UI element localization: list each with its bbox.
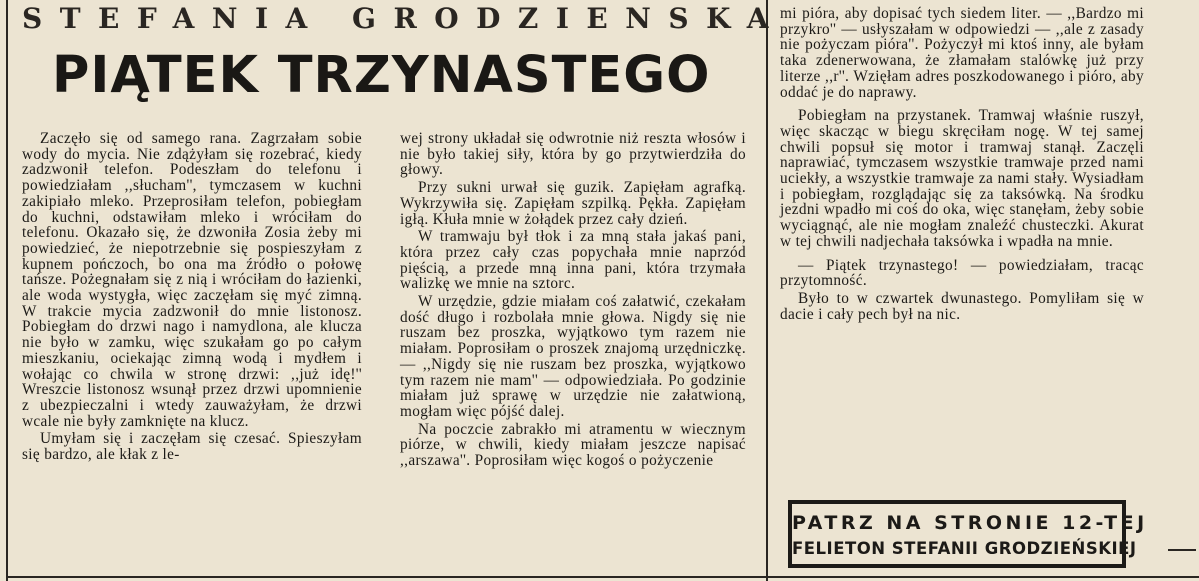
text-column-3 xyxy=(780,6,1144,322)
column-divider-rule xyxy=(766,0,768,581)
paragraph: Pobiegłam na przystanek. Tramwaj właśnie ruszył, więc skacząc w biegu skręciłam nogę. W tej samej chwili popsuł się motor i tramwaj stanął. Zaczęli naprawiać, tymczasem wszystkie tramwaje przed nami uciekły, a wszystkie tramwaje za nami stały. Wysiadłam i pobiegłam, rozglądając się za taksówką. Na środku jezdni wpadło mi coś do oka, więc stanęłam, żeby sobie wyciągnąć, ale nie mogłam znaleźć chusteczki. Akurat w tej chwili nadjechała taksówka i wpadła na mnie. xyxy=(780,107,1144,250)
paragraph: Było to w czwartek dwunastego. Pomyliłam się w dacie i cały pech był na nic. xyxy=(780,289,1144,323)
continuation-notice-box xyxy=(788,500,1148,568)
paragraph: wej strony układał się odwrotnie niż reszta włosów i nie było takiej siły, która by go przytwierdziła do głowy. xyxy=(400,130,746,179)
author-name: STEFANIA GRODZIENSKA xyxy=(22,2,786,35)
paragraph: — Piątek trzynastego! — powiedziałam, tracąc przytomność. xyxy=(780,256,1144,290)
paragraph: Przy sukni urwał się guzik. Zapięłam agrafką. Wykrzywiła się. Zapięłam szpilką. Pękła. Zapięłam igłą. Kłuła mnie w żołądek przez cały dzień. xyxy=(400,179,746,228)
paragraph: W urzędzie, gdzie miałam coś załatwić, czekałam dość długo i rozbolała mnie głowa. Nigdy się nie ruszam bez proszka, wyjątkowo tym razem nie miałam. Poprosiłam o proszek znajomą urzędniczkę. — ,,Nigdy się nie ruszam bez proszka, wyjątkowo tym razem nie mam'' — odpowiedziała. Po godzinie miałam już sprawę w urzędzie nie załatwioną, mogłam więc pójść dalej. xyxy=(400,293,746,420)
bottom-border-rule xyxy=(6,576,1199,578)
paragraph: Na poczcie zabrakło mi atramentu w wiecznym piórze, w chwili, kiedy miałam jeszcze napisać ,,arszawa''. Poprosiłam więc kogoś o pożyczenie xyxy=(400,420,746,470)
article-title: PIĄTEK TRZYNASTEGO xyxy=(52,46,711,105)
paragraph: W tramwaju był tłok i za mną stała jakaś pani, która przez cały czas popychała mnie naprzód pięścią, a przede mną inna pani, która trzymała walizkę we mnie na sztorc. xyxy=(400,228,746,293)
text-column-1 xyxy=(22,131,362,463)
paragraph: mi pióra, aby dopisać tych siedem liter. — ,,Bardzo mi przykro'' — usłyszałam w odpowiedzi — ,,ale z zasady nie pożyczam pióra''. Pożyczył mi ktoś inny, ale byłam taka zdenerwowana, że złamałam stalówkę już przy literze ,,r''. Wzięłam adres poszkodowanego i pióro, aby oddać je do naprawy. xyxy=(780,5,1144,101)
left-border-rule xyxy=(6,0,8,581)
continuation-notice-subline: FELIETON STEFANII GRODZIEŃSKIEJ xyxy=(792,539,1137,558)
continuation-notice-line: PATRZ NA STRONIE 12-TEJ xyxy=(792,512,1148,534)
margin-mark xyxy=(1168,549,1196,551)
paragraph: Umyłam się i zaczęłam się czesać. Spieszyłam się bardzo, ale kłak z le- xyxy=(22,430,362,464)
text-column-2 xyxy=(400,131,746,469)
paragraph: Zaczęło się od samego rana. Zagrzałam sobie wody do mycia. Nie zdążyłam się rozebrać, kiedy zadzwonił telefon. Podeszłam do telefonu i powiedziałam ,,słucham'', tymczasem w kuchni zakipiało mleko. Przeprosiłam telefon, pobiegłam do kuchni, odstawiłam mleko i wróciłam do telefonu. Okazało się, że dzwoniła Zosia żeby mi powiedzieć, że niepotrzebnie się pospieszyłam z kupnem pończoch, bo ona ma źródło o połowę tańsze. Pożegnałam się z nią i wróciłam do łazienki, ale woda wystygła, więc zaczęłam się myć zimną. W trakcie mycia zadzwonił do mnie listonosz. Pobiegłam do drzwi nago i namydlona, ale klucza nie było w zamku, więc szukałam go po całym mieszkaniu, ociekając zimną wodą i mydłem i wołając co chwila w stronę drzwi: ,,już idę!'' Wreszcie listonosz wsunął przez drzwi upomnienie z ubezpieczalni i wtedy zauważyłam, że drzwi wcale nie były zamknięte na klucz. xyxy=(22,130,362,430)
